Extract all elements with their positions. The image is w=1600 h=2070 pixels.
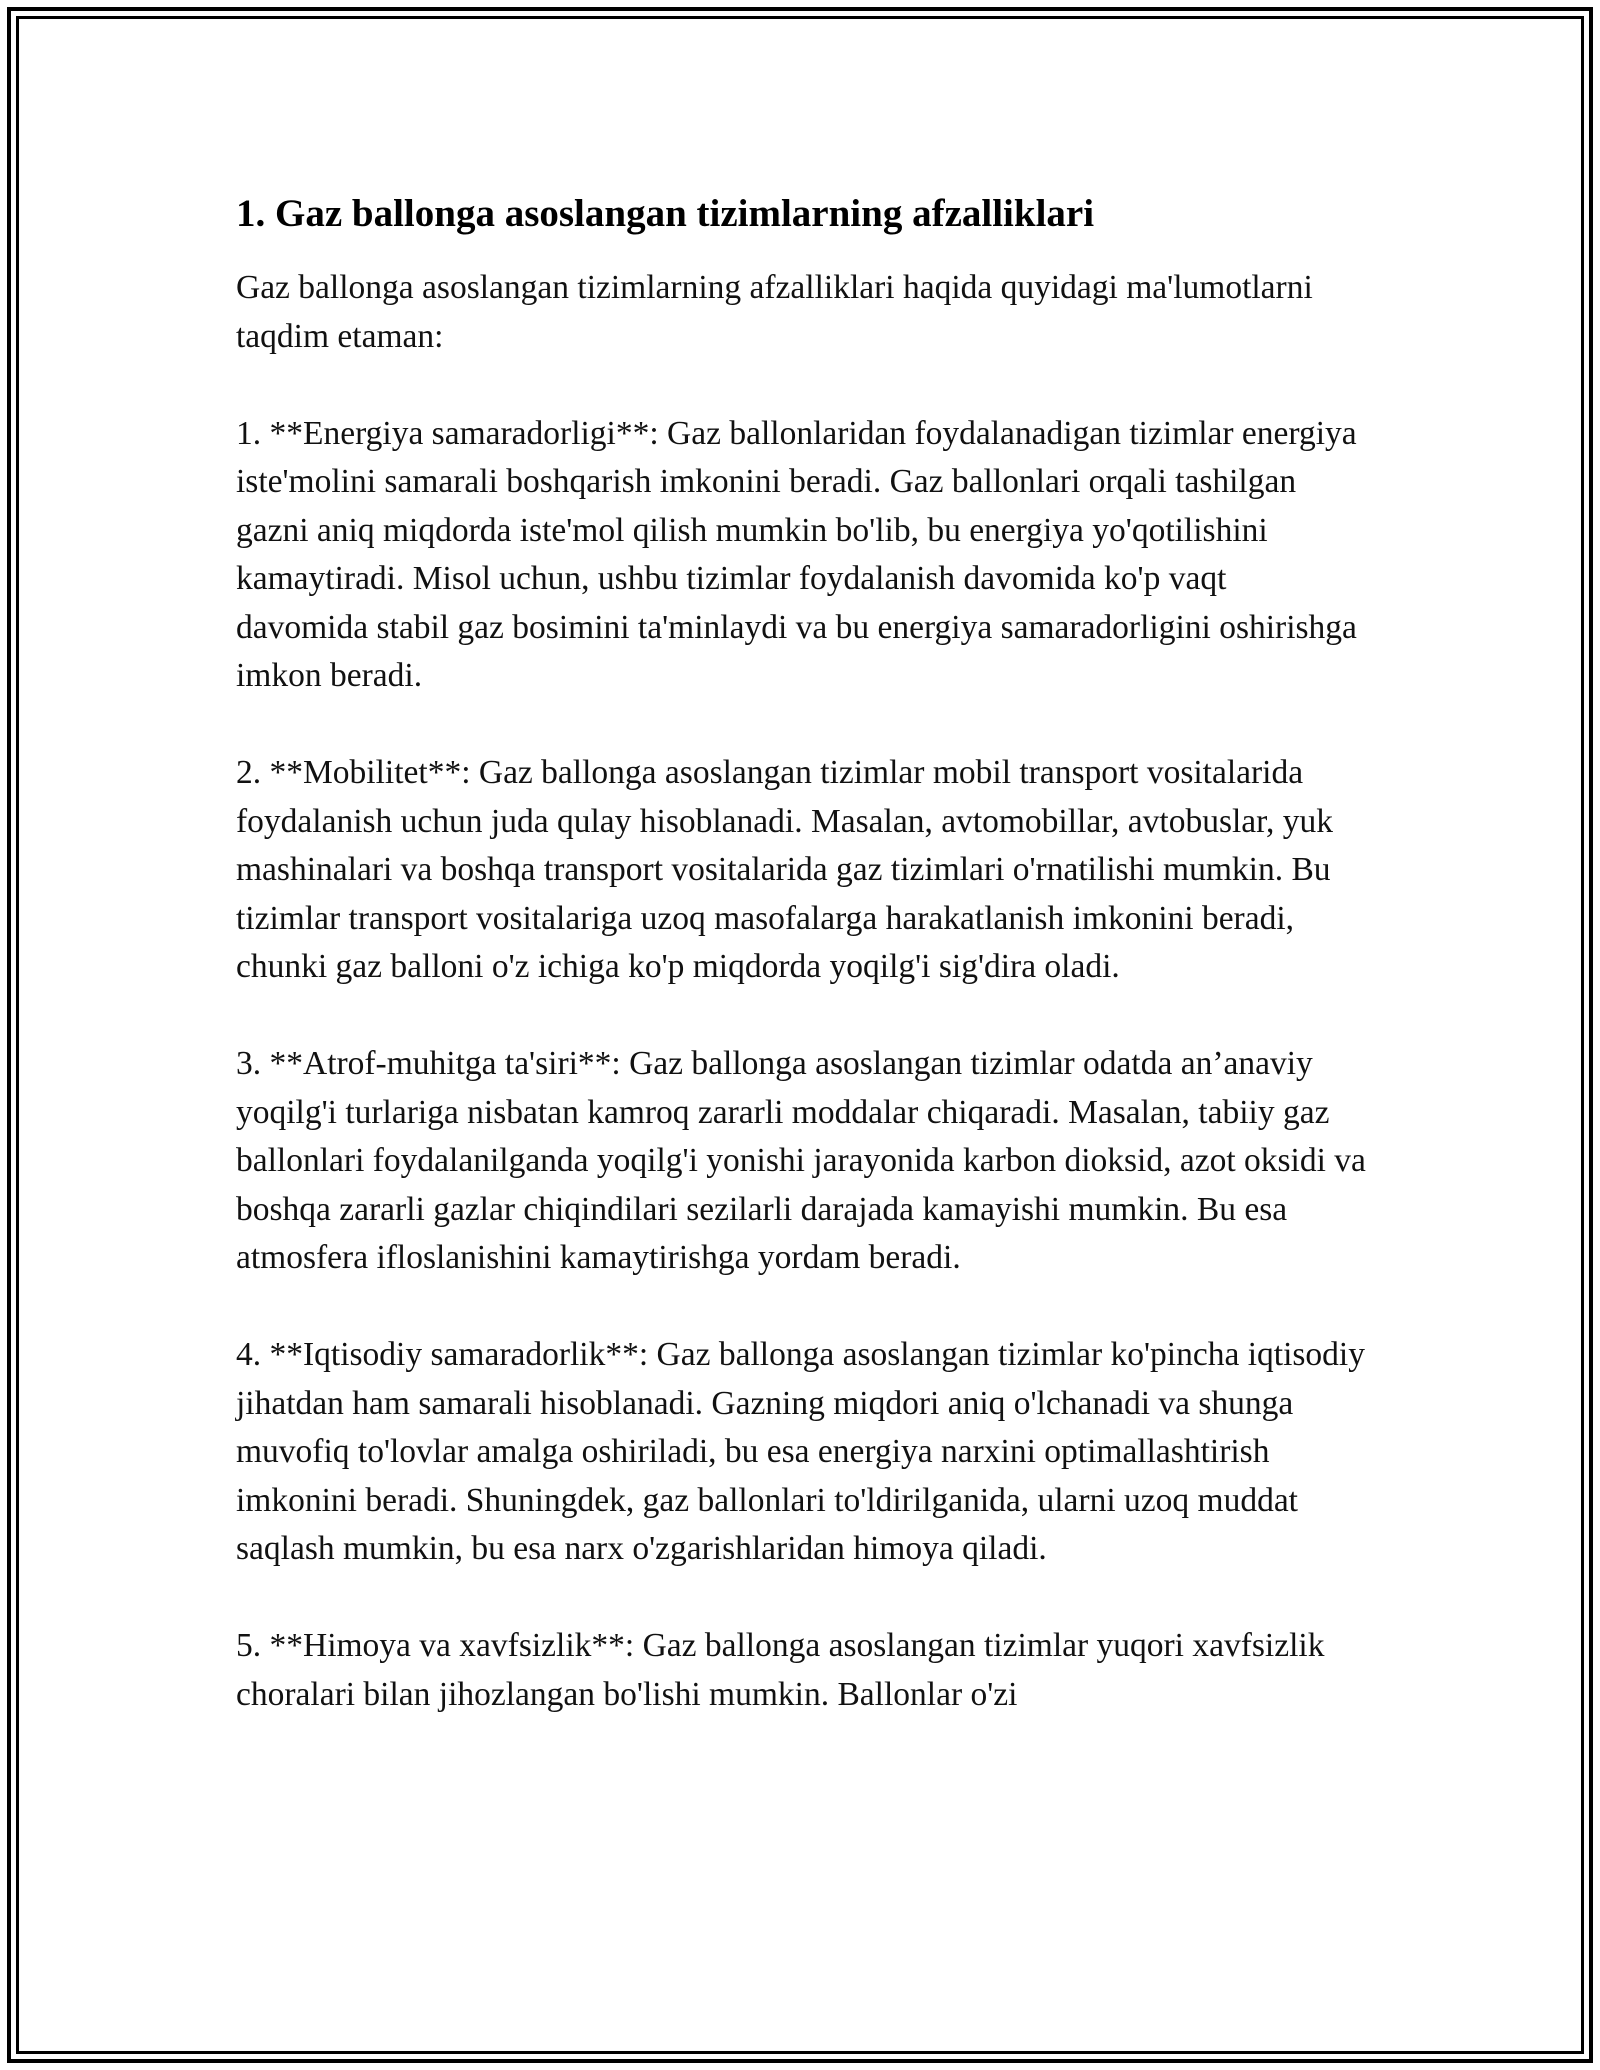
paragraph-atrof-muhitga-tasiri: 3. **Atrof-muhitga ta'siri**: Gaz ballonga asoslangan tizimlar odatda an’anaviy yoqilg'i turlariga nisbatan kamroq zararli moddalar chiqaradi. Masalan, tabiiy gaz ballonlari foydalanilganda yoqilg'i yonishi jarayonida karbon dioksid, azot oksidi va boshqa zararli gazlar chiqindilari sezilarli darajada kamayishi mumkin. Bu esa atmosfera ifloslanishini kamaytirishga yordam beradi.	[236, 1045, 1366, 1276]
paragraph-iqtisodiy-samaradorlik: 4. **Iqtisodiy samaradorlik**: Gaz ballonga asoslangan tizimlar ko'pincha iqtisodiy jihatdan ham samarali hisoblanadi. Gazning miqdori aniq o'lchanadi va shunga muvofiq to'lovlar amalga oshiriladi, bu esa energiya narxini optimallashtirish imkonini beradi. Shuningdek, gaz ballonlari to'ldirilganida, ularni uzoq muddat saqlash mumkin, bu esa narx o'zgarishlaridan himoya qiladi.	[236, 1336, 1365, 1567]
document-title: 1. Gaz ballonga asoslangan tizimlarning afzalliklari	[236, 192, 1095, 235]
document-body	[236, 186, 1366, 1719]
intro-paragraph: Gaz ballonga asoslangan tizimlarning afzalliklari haqida quyidagi ma'lumotlarni taqdim etaman:	[236, 269, 1313, 355]
paragraph-energiya-samaradorligi: 1. **Energiya samaradorligi**: Gaz ballonlaridan foydalanadigan tizimlar energiya iste'molini samarali boshqarish imkonini beradi. Gaz ballonlari orqali tashilgan gazni aniq miqdorda iste'mol qilish mumkin bo'lib, bu energiya yo'qotilishini kamaytiradi. Misol uchun, ushbu tizimlar foydalanish davomida ko'p vaqt davomida stabil gaz bosimini ta'minlaydi va bu energiya samaradorligini oshirishga imkon beradi.	[236, 414, 1357, 694]
paragraph-mobilitet: 2. **Mobilitet**: Gaz ballonga asoslangan tizimlar mobil transport vositalarida foydalanish uchun juda qulay hisoblanadi. Masalan, avtomobillar, avtobuslar, yuk mashinalari va boshqa transport vositalarida gaz tizimlari o'rnatilishi mumkin. Bu tizimlar transport vositalariga uzoq masofalarga harakatlanish imkonini beradi, chunki gaz balloni o'z ichiga ko'p miqdorda yoqilg'i sig'dira oladi.	[236, 754, 1333, 985]
paragraph-himoya-va-xavfsizlik: 5. **Himoya va xavfsizlik**: Gaz ballonga asoslangan tizimlar yuqori xavfsizlik choralari bilan jihozlangan bo'lishi mumkin. Ballonlar o'zi	[236, 1627, 1325, 1713]
